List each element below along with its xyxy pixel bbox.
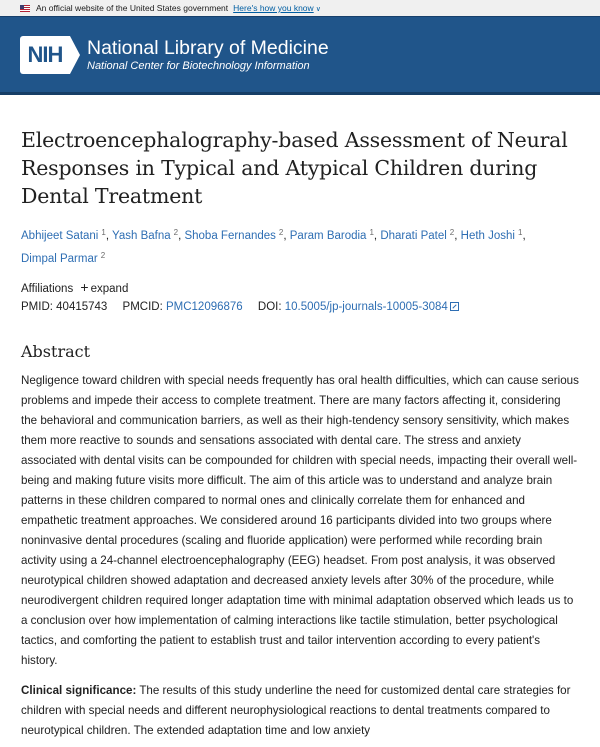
pmid-value: 40415743 [56, 301, 108, 313]
site-header [0, 16, 600, 95]
article-identifiers [21, 301, 579, 313]
doi-link[interactable] [285, 301, 459, 313]
heres-how-you-know-link[interactable] [233, 3, 321, 13]
chevron-down-icon: ∨ [315, 6, 321, 13]
affiliation-ref[interactable]: 2 [100, 251, 106, 260]
author-link[interactable] [380, 230, 454, 242]
pmid-label: PMID: [21, 301, 53, 313]
author-name: Dimpal Parmar [21, 253, 98, 265]
doi-value: 10.5005/jp-journals-10005-3084 [284, 301, 448, 313]
affiliations-label: Affiliations [21, 283, 74, 295]
author-link[interactable] [461, 230, 523, 242]
clinical-significance-text: The results of this study underline the need for customized dental care strategies for children with special needs and different neurophysiological reactions to dental treatments compared to neurotypical children. The extended adaptation time and low anxiety [21, 684, 571, 737]
author-name: Heth Joshi [460, 230, 515, 242]
nih-logo-arrow-icon [70, 36, 80, 74]
gov-banner-text: An official website of the United States government [36, 3, 229, 13]
nih-logo[interactable] [20, 35, 80, 75]
author-link[interactable] [21, 230, 106, 242]
affiliation-ref[interactable]: 1 [369, 228, 374, 237]
abstract-heading: Abstract [21, 342, 91, 361]
clinical-significance-label: Clinical significance: [21, 684, 137, 697]
authors-list: Abhijeet Satani $^1$, Yash Bafna $^2$, Shoba Fernandes $^2$, Param Barodia $^1$, Dharati Patel $^2$, Heth Joshi $^1$, Dimpal Parmar $^2$ [21, 228, 526, 265]
author-name: Dharati Patel [380, 230, 447, 242]
main-content [0, 126, 600, 741]
heres-how-you-know-label: Here's how you know [233, 3, 314, 13]
external-link-icon [450, 302, 459, 311]
nih-logo-text: NIH [20, 36, 70, 74]
plus-icon: + [80, 279, 89, 295]
affiliation-ref[interactable]: 1 [517, 228, 523, 237]
header-text[interactable] [87, 37, 329, 73]
header-title: National Library of Medicine [87, 36, 329, 59]
expand-label: expand [90, 283, 129, 295]
us-flag-icon [20, 5, 30, 12]
affiliation-ref[interactable]: 2 [449, 228, 455, 237]
affiliations-row [21, 279, 579, 295]
article-title: Electroencephalography-based Assessment of Neural Responses in Typical and Atypical Children during Dental Treatment [21, 128, 568, 208]
author-name: Abhijeet Satani [21, 230, 99, 242]
author-name: Param Barodia [289, 230, 367, 242]
affiliation-ref[interactable]: 2 [278, 228, 284, 237]
author-name: Yash Bafna [112, 230, 171, 242]
gov-banner [0, 0, 600, 16]
affiliation-ref[interactable]: 2 [173, 228, 179, 237]
doi-label: DOI: [257, 301, 282, 313]
pmcid-link[interactable]: PMC12096876 [165, 301, 243, 313]
author-link[interactable] [184, 230, 283, 242]
affiliation-ref[interactable]: 1 [101, 228, 106, 237]
author-name: Shoba Fernandes [184, 230, 276, 242]
abstract-body: Negligence toward children with special needs frequently has oral health difficulties, which can cause serious problems and impede their access to complete treatment. There are many factors affecting it, considering the behavioral and communication barriers, as well as their high-tendency sensory sensitivity, which makes them more reactive to sounds and sensations associated with dental care. The stress and anxiety associated with dental visits can be compounded for children with special needs, impacting their overall well-being and making future visits more difficult. The aim of this article was to understand and analyze brain patterns in these children compared to normal ones and clinically correlate them for enhanced and empathetic treatment approaches. We considered around 16 participants divided into two groups where noninvasive dental procedures (scaling and fluoride application) were performed while recording brain activity using a 24-channel electroencephalography (EEG) headset. From post analysis, it was observed neurotypical children showed adaptation and decreased anxiety levels after 30% of the procedure, while neurodivergent children required longer adaptation time with minimal adaptation observed which leads us to a conclusion over how implementation of calming interactions like tactile stimulation, better psychological tactics, and comforting the patient to establish trust and tailor intervention according to every patient's history. [21, 374, 579, 667]
author-link[interactable] [112, 230, 178, 242]
header-subtitle: National Center for Biotechnology Information [87, 59, 310, 72]
author-link[interactable] [290, 230, 374, 242]
author-link[interactable] [21, 253, 105, 265]
clinical-significance [21, 681, 579, 741]
expand-affiliations-button[interactable] [80, 279, 129, 295]
pmcid-label: PMCID: [122, 301, 163, 313]
